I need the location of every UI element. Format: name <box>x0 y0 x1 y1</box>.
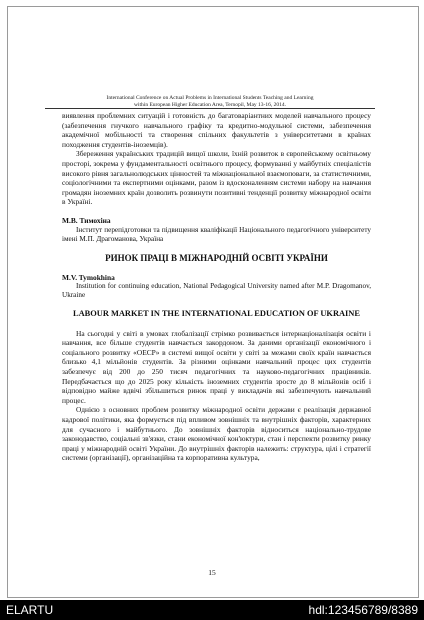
intro-paragraph-2: Збереження українських традицій вищої школи, їхній розвиток в європейському освітньому просторі, зокрема у фундаментальності освітнього процесу, формуванні у майбутніх спеціалістів високого рівня загальнолюдських цінностей та міжнаціональної взаємоповаги, за статистичними, соціологічними та експертними оцінками, разом із вдосконаленням системи набору на навчання громадян іноземних країн дозволить розвинути позитивні тенденції розвитку міжнародної освіти в Україні. <box>62 149 371 207</box>
page-body <box>62 111 371 463</box>
header-line-1: International Conference on Actual Problems in International Students Teaching and Learning <box>106 95 314 101</box>
spacer <box>62 264 371 273</box>
spacer <box>62 207 371 216</box>
article-paragraph-1: На сьогодні у світі в умовах глобалізації стрімко розвивається інтернаціоналізація освіти і навчання, все більше студентів навчається закордоном. За даними організації економічного і соціального розвитку «OECP» в системі вищої освіти у світі за межами своїх країн навчається близько 4,1 мільйонів студентів. За різними оцінками навчальний процес цих студентів забезпечує від 200 до 250 тисяч педагогічних та науково-педагогічних працівників. Передбачається що до 2025 року кількість іноземних студентів зросте до 8 мільйонів осіб і відповідно майже вдвічі збільшиться ринок праці у викладачів які забезпечують навчальний процес. <box>62 328 371 405</box>
handle-identifier: hdl:123456789/8389 <box>308 603 418 617</box>
author-affiliation-ua: Інститут перепідготовки та підвищення кваліфікації Національного педагогічного університету імені М.П. Драгоманова, Україна <box>62 225 371 243</box>
conference-header <box>45 95 375 108</box>
article-title-ua: РИНОК ПРАЦІ В МІЖНАРОДНІЙ ОСВІТІ УКРАЇНИ <box>105 252 328 263</box>
author-affiliation-en: Institution for continuing education, National Pedagogical University named after M.P. Dragomanov, Ukraine <box>62 282 371 300</box>
author-name-en: M.V. Tymokhina <box>62 272 115 282</box>
intro-paragraph-1: виявлення проблемних ситуацій і готовність до багатоваріантних моделей навчального процесу (забезпечення гнучкого навчального графіку та кредитно-модульної системи, забезпечення академічної мобільності та створення спільних факультетів з університетами в країнах походження студентів-іноземців). <box>62 111 371 149</box>
article-paragraph-2: Однією з основних проблем розвитку міжнародної освіти держави є реалізація державної кадрової політики, яка формується під впливом зовнішніх та внутрішніх факторів, характерних для сучасного і майбутнього. До зовнішніх факторів відноситься національно-трудове законодавство, соціальні зв'язки, стани економічної кон'юктури, стан і перспекти розвитку ринку праці у міжнародній освіті України. До внутрішніх факторів належить: структура, цілі і стратегії системи (організації), організаційна та корпоративна культура, <box>62 405 371 463</box>
repository-label: ELARTU <box>6 603 54 617</box>
page-number: 15 <box>208 568 216 577</box>
article-title-en: LABOUR MARKET IN THE INTERNATIONAL EDUCATION OF UKRAINE <box>73 309 360 319</box>
header-line-2: within European Higher Education Area, Ternopil, May 13-16, 2014. <box>134 101 286 108</box>
footer-bar <box>0 600 424 620</box>
spacer <box>62 320 371 329</box>
header-divider <box>45 108 375 109</box>
spacer <box>62 244 371 253</box>
author-name-ua: М.В. Тимохіна <box>62 215 111 225</box>
spacer <box>62 300 371 309</box>
